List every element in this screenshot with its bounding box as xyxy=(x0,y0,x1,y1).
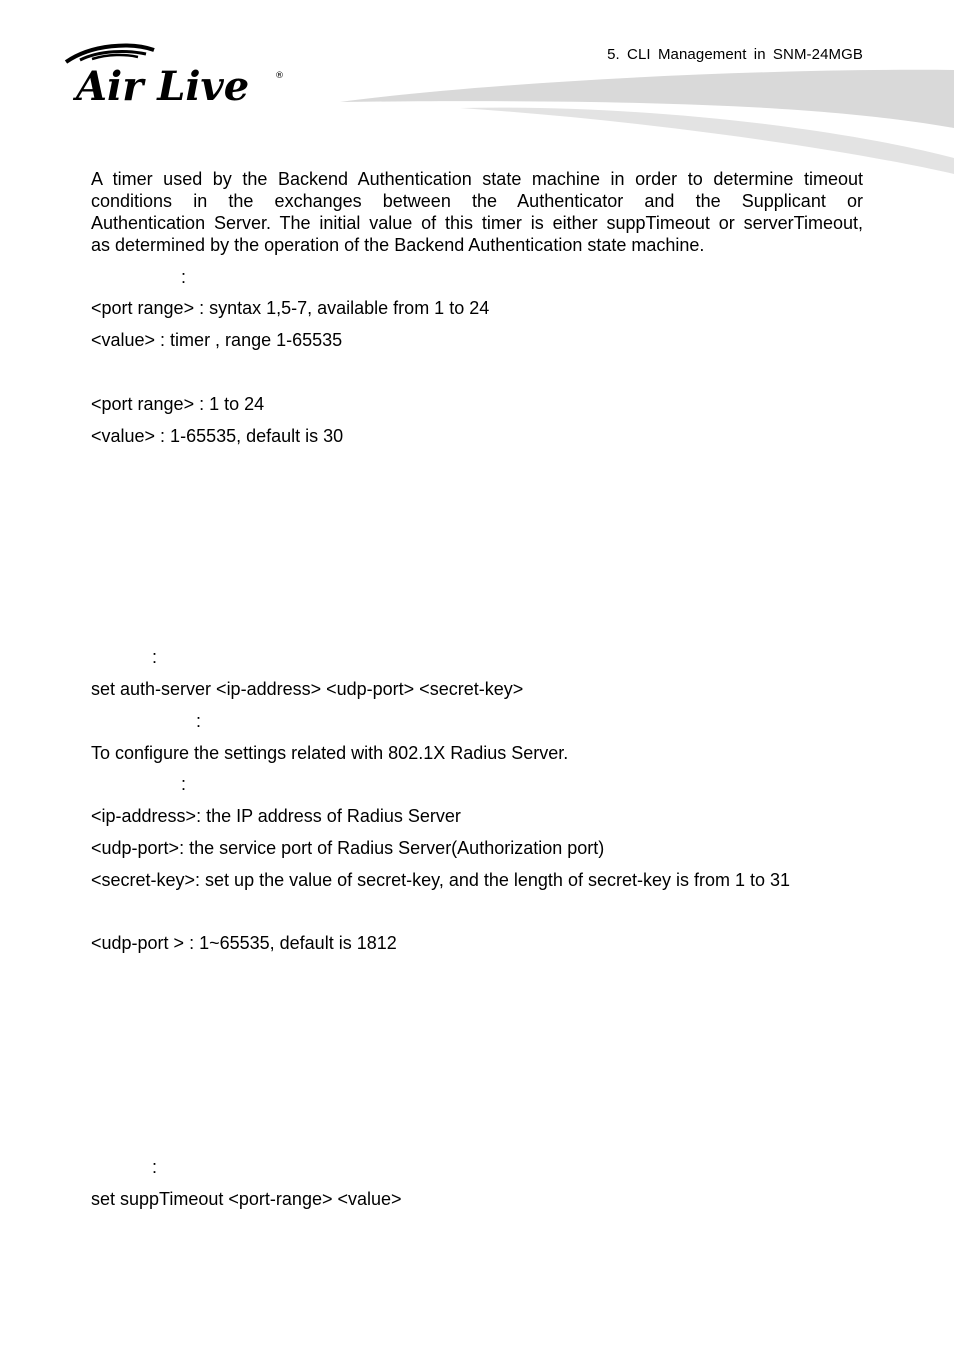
param-value: <value> : timer , range 1-65535 xyxy=(91,330,343,350)
supp-timeout-syntax: set suppTimeout <port-range> <value> xyxy=(91,1189,402,1209)
header-swoosh-graphic xyxy=(340,68,954,178)
auth-server-syntax: set auth-server <ip-address> <udp-port> <secret-key> xyxy=(91,679,524,699)
airlive-logo xyxy=(62,40,292,110)
param-secret-key: <secret-key>: set up the value of secret-key, and the length of secret-key is from 1 to 31 xyxy=(91,870,791,890)
default-port-range: <port range> : 1 to 24 xyxy=(91,394,265,414)
logo-wordmark: Air Live xyxy=(76,63,250,110)
description-line: A timer used by the Backend Authentication state machine in order to determine timeout xyxy=(91,169,863,189)
description-line: Authentication Server. The initial value of this timer is either suppTimeout or serverTimeout, xyxy=(91,213,863,233)
parameter-label-colon: : xyxy=(181,774,187,794)
syntax-label-colon: : xyxy=(152,1157,158,1177)
chapter-header: 5. CLI Management in SNM-24MGB xyxy=(607,46,863,63)
description-label-colon: : xyxy=(196,711,202,731)
syntax-label-colon: : xyxy=(152,647,158,667)
parameter-label-colon: : xyxy=(181,267,187,287)
default-udp-port: <udp-port > : 1~65535, default is 1812 xyxy=(91,933,397,953)
timeout-description xyxy=(91,168,863,256)
description-line: conditions in the exchanges between the Authenticator and the Supplicant or xyxy=(91,191,863,211)
param-udp-port: <udp-port>: the service port of Radius Server(Authorization port) xyxy=(91,838,605,858)
default-value: <value> : 1-65535, default is 30 xyxy=(91,426,344,446)
auth-server-description: To configure the settings related with 802.1X Radius Server. xyxy=(91,743,569,763)
description-line: as determined by the operation of the Backend Authentication state machine. xyxy=(91,235,705,255)
param-ip-address: <ip-address>: the IP address of Radius Server xyxy=(91,806,461,826)
logo-registered-mark: ® xyxy=(275,71,284,81)
param-port-range: <port range> : syntax 1,5-7, available from 1 to 24 xyxy=(91,298,490,318)
